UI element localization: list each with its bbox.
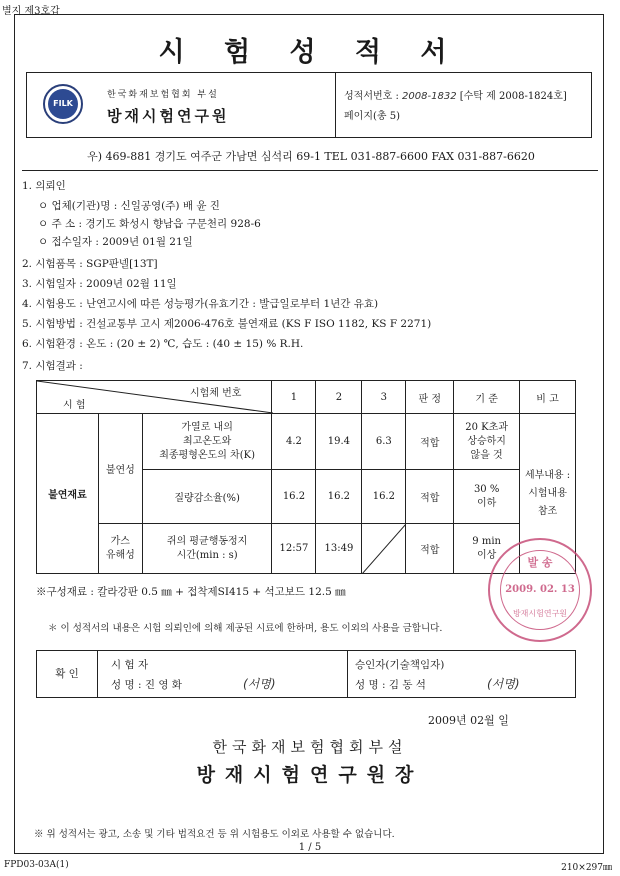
report-number-value: 2008-1832 [402, 91, 457, 102]
row3-item: 쥐의 평균행동정지 시간(min : s) [142, 524, 272, 574]
org-subtitle: 한국화재보험협회 부설 [107, 90, 219, 100]
row1-value-2: 19.4 [316, 414, 362, 470]
issue-date: 2009년 02월 일 [428, 714, 509, 727]
report-number-line [344, 87, 567, 102]
header-box [26, 72, 592, 138]
document-title: 시 험 성 적 서 [158, 37, 462, 68]
approver-name: 성 명 : 김 동 석 [355, 679, 426, 691]
paper-size: 210×297㎜ [561, 863, 612, 873]
row2-standard: 30 % 이하 [454, 470, 520, 524]
test-item: 2. 시험품목 : SGP판넬[13T] [22, 258, 158, 270]
address-line: 우) 469-881 경기도 여주군 가남면 심석리 69-1 TEL 031-887-6600 FAX 031-887-6620 [87, 150, 535, 163]
test-date: 3. 시험일자 : 2009년 02월 11일 [22, 278, 177, 290]
col-1-header: 1 [272, 381, 316, 414]
tester-name: 성 명 : 진 영 화 [111, 679, 182, 691]
signing-organization: 한국화재보험협회부설 [212, 738, 408, 756]
test-method: 5. 시험방법 : 건설교통부 고시 제2006-476호 불연재료 (KS F ISO 1182, KS F 2271) [22, 318, 432, 330]
client-company: ㅇ 업체(기관)명 : 신일공영(주) 배 윤 진 [38, 200, 220, 212]
test-results-heading: 7. 시험결과 : [22, 360, 83, 372]
stamp-top-text: 발 송 [527, 556, 553, 569]
stamp-bottom-text: 방재시험연구원 [512, 609, 568, 618]
test-header: 시 험 [63, 400, 86, 411]
specimen-number-header: 시험체 번호 [189, 388, 242, 399]
org-name: 방재시험연구원 [107, 107, 230, 125]
empty-cell-slash [362, 524, 406, 574]
signing-head: 방재시험연구원장 [196, 764, 424, 786]
client-received: ㅇ 접수일자 : 2009년 01월 21일 [38, 236, 193, 248]
row2-value-1: 16.2 [272, 470, 316, 524]
noncombustibility-cell: 불연성 [98, 414, 142, 524]
header-divider [335, 73, 336, 137]
approver-role: 승인자(기술책임자) [355, 659, 445, 671]
row3-value-2: 13:49 [316, 524, 362, 574]
remark-header: 비 고 [520, 381, 576, 414]
row3-value-1: 12:57 [272, 524, 316, 574]
report-number-label: 성적서번호 : [344, 91, 399, 102]
row1-value-3: 6.3 [362, 414, 406, 470]
page-number: 1 / 5 [298, 842, 322, 853]
col-2-header: 2 [316, 381, 362, 414]
row2-judgement: 적합 [406, 470, 454, 524]
remark-cell: 세부내용 : 시험내용 참조 [520, 414, 576, 574]
form-corner-label: 별지 제3호갑 [2, 6, 60, 17]
row1-judgement: 적합 [406, 414, 454, 470]
client-heading: 1. 의뢰인 [22, 180, 66, 192]
logo-text: FILK [48, 89, 78, 119]
address-rule [22, 170, 598, 171]
row2-value-3: 16.2 [362, 470, 406, 524]
row1-item: 가열로 내의 최고온도와 최종평형온도의 차(K) [142, 414, 272, 470]
approver-signature: (서명) [487, 677, 520, 691]
confirm-label: 확 인 [37, 651, 98, 697]
row2-item: 질량감소율(%) [142, 470, 272, 524]
page-count: 페이지(총 5) [344, 111, 400, 122]
confirm-divider [347, 651, 348, 697]
row3-standard: 9 min 이상 [454, 524, 520, 574]
row3-value-3-empty [362, 524, 406, 574]
dispatch-stamp [488, 538, 592, 642]
standard-header: 기 준 [454, 381, 520, 414]
stamp-date: 2009. 02. 13 [505, 584, 575, 595]
footer-note: ※ 위 성적서는 광고, 소송 및 기타 법적요건 등 위 시험용도 이외로 사용할 수 없습니다. [34, 829, 395, 840]
results-table [36, 380, 576, 574]
gas-toxicity-cell: 가스 유해성 [98, 524, 142, 574]
report-number-note: [수탁 제 2008-1824호] [459, 91, 567, 102]
test-purpose: 4. 시험용도 : 난연고시에 따른 성능평가(유효기간 : 발급일로부터 1년간 유효) [22, 298, 379, 310]
row3-judgement: 적합 [406, 524, 454, 574]
diagonal-header-cell [37, 381, 272, 414]
row1-value-1: 4.2 [272, 414, 316, 470]
category-cell: 불연재료 [37, 414, 99, 574]
confirmation-box [36, 650, 576, 698]
test-environment: 6. 시험환경 : 온도 : (20 ± 2) ℃, 습도 : (40 ± 15) % R.H. [22, 338, 304, 350]
col-3-header: 3 [362, 381, 406, 414]
filk-logo-icon [43, 84, 83, 124]
tester-signature: (서명) [243, 677, 276, 691]
judgement-header: 판 정 [406, 381, 454, 414]
row2-value-2: 16.2 [316, 470, 362, 524]
usage-note: ＊ 이 성적서의 내용은 시험 의뢰인에 의해 제공된 시료에 한하며, 용도 이외의 사용을 금합니다. [48, 623, 443, 634]
tester-role: 시 험 자 [111, 659, 149, 671]
composition-note: ※구성재료 : 칼라강판 0.5 ㎜ + 접착제SI415 + 석고보드 12.5 ㎜ [36, 586, 346, 598]
client-address: ㅇ 주 소 : 경기도 화성시 향남읍 구문천리 928-6 [38, 218, 261, 230]
form-code: FPD03-03A(1) [4, 860, 69, 870]
row1-standard: 20 K초과 상승하지 않을 것 [454, 414, 520, 470]
